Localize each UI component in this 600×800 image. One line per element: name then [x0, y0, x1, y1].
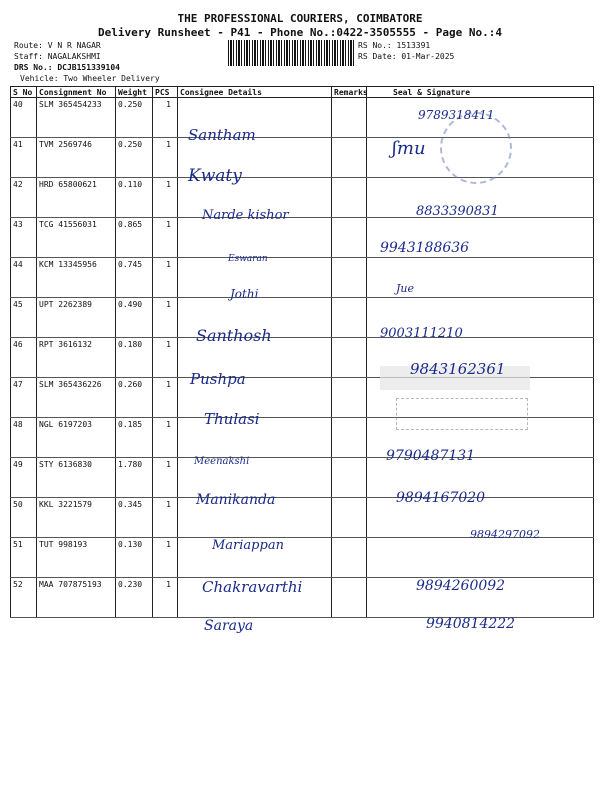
table-row — [11, 218, 594, 258]
cell-remarks — [332, 578, 367, 618]
company-name: THE PROFESSIONAL COURIERS, COIMBATORE — [177, 12, 423, 25]
cell-consignment: MAA 707875193 — [37, 578, 116, 618]
cell-consignment: KKL 3221579 — [37, 498, 116, 538]
cell-remarks — [332, 258, 367, 298]
cell-sno: 45 — [11, 298, 37, 338]
cell-signature — [367, 538, 594, 578]
cell-pcs: 1 — [153, 418, 178, 458]
cell-pcs: 1 — [153, 218, 178, 258]
signature-scribble: ʃmu — [392, 138, 426, 159]
cell-sno: 50 — [11, 498, 37, 538]
header-consignee: Consignee Details — [178, 87, 332, 98]
seal-stamp — [396, 398, 528, 430]
cell-weight: 0.745 — [116, 258, 153, 298]
cell-weight: 0.345 — [116, 498, 153, 538]
cell-weight: 0.130 — [116, 538, 153, 578]
staff: Staff: NAGALAKSHMI — [14, 52, 101, 61]
route: Route: V N R NAGAR — [14, 41, 101, 50]
vehicle: Vehicle: Two Wheeler Delivery — [20, 74, 160, 83]
handwritten-number: 9943188636 — [380, 240, 470, 256]
courier-stamp — [440, 112, 512, 184]
cell-sno: 47 — [11, 378, 37, 418]
rs-date: RS Date: 01-Mar-2025 — [358, 52, 455, 61]
runsheet-title: Delivery Runsheet - P41 - Phone No.:0422-3505555 - Page No.:4 — [98, 26, 502, 39]
cell-sno: 49 — [11, 458, 37, 498]
handwritten-name: Chakravarthi — [202, 578, 303, 596]
handwritten-number: 9894297092 — [470, 528, 540, 541]
table-row — [11, 458, 594, 498]
cell-pcs: 1 — [153, 338, 178, 378]
handwritten-name: Santham — [188, 126, 256, 144]
handwritten-name: Manikanda — [196, 492, 276, 508]
cell-sno: 40 — [11, 98, 37, 138]
cell-sno: 46 — [11, 338, 37, 378]
cell-weight: 0.250 — [116, 98, 153, 138]
cell-remarks — [332, 418, 367, 458]
header-seal-signature: Seal & Signature — [367, 87, 594, 98]
handwritten-number: 9790487131 — [386, 448, 476, 464]
handwritten-number: 9789318411 — [418, 108, 495, 122]
handwritten-name: Pushpa — [190, 370, 246, 388]
cell-consignment: SLM 365436226 — [37, 378, 116, 418]
rs-number: RS No.: 1513391 — [358, 41, 431, 50]
handwritten-name: Eswaran — [228, 254, 268, 264]
cell-weight: 1.780 — [116, 458, 153, 498]
cell-sno: 51 — [11, 538, 37, 578]
cell-sno: 43 — [11, 218, 37, 258]
cell-consignee — [178, 218, 332, 258]
cell-remarks — [332, 178, 367, 218]
cell-remarks — [332, 218, 367, 258]
cell-sno: 44 — [11, 258, 37, 298]
handwritten-name: Santhosh — [196, 326, 272, 345]
cell-sno: 52 — [11, 578, 37, 618]
cell-pcs: 1 — [153, 258, 178, 298]
cell-sno: 42 — [11, 178, 37, 218]
cell-pcs: 1 — [153, 138, 178, 178]
cell-consignment: KCM 13345956 — [37, 258, 116, 298]
cell-consignment: SLM 365454233 — [37, 98, 116, 138]
handwritten-name: Mariappan — [212, 538, 284, 553]
cell-consignment: TVM 2569746 — [37, 138, 116, 178]
header-consignment: Consignment No — [37, 87, 116, 98]
cell-weight: 0.490 — [116, 298, 153, 338]
cell-consignment: STY 6136830 — [37, 458, 116, 498]
handwritten-name: Meenakshi — [194, 456, 250, 467]
header-pcs: PCS — [153, 87, 178, 98]
cell-weight: 0.260 — [116, 378, 153, 418]
table-row — [11, 298, 594, 338]
header-remarks: Remarks — [332, 87, 367, 98]
cell-remarks — [332, 498, 367, 538]
handwritten-name: Jothi — [230, 287, 259, 301]
cell-sno: 41 — [11, 138, 37, 178]
cell-weight: 0.180 — [116, 338, 153, 378]
cell-weight: 0.110 — [116, 178, 153, 218]
handwritten-number: 8833390831 — [416, 204, 499, 219]
handwritten-number: 9894167020 — [396, 490, 486, 506]
cell-remarks — [332, 538, 367, 578]
cell-pcs: 1 — [153, 458, 178, 498]
cell-remarks — [332, 458, 367, 498]
cell-pcs: 1 — [153, 98, 178, 138]
cell-pcs: 1 — [153, 498, 178, 538]
cell-weight: 0.865 — [116, 218, 153, 258]
cell-pcs: 1 — [153, 178, 178, 218]
cell-pcs: 1 — [153, 378, 178, 418]
signature-scribble: Jue — [396, 282, 415, 295]
handwritten-number: 9843162361 — [410, 360, 506, 378]
handwritten-number: 9003111210 — [380, 326, 463, 341]
handwritten-name: Narde kishor — [202, 208, 289, 223]
cell-weight: 0.185 — [116, 418, 153, 458]
table-row — [11, 258, 594, 298]
cell-consignment: TCG 41556031 — [37, 218, 116, 258]
cell-consignment: NGL 6197203 — [37, 418, 116, 458]
cell-sno: 48 — [11, 418, 37, 458]
table-header-row — [11, 87, 594, 98]
handwritten-number: 9894260092 — [416, 578, 506, 594]
handwritten-name: Saraya — [204, 618, 254, 634]
cell-consignment: UPT 2262389 — [37, 298, 116, 338]
cell-consignment: RPT 3616132 — [37, 338, 116, 378]
header-weight: Weight — [116, 87, 153, 98]
cell-consignment: HRD 65800621 — [37, 178, 116, 218]
cell-pcs: 1 — [153, 538, 178, 578]
cell-pcs: 1 — [153, 578, 178, 618]
handwritten-name: Thulasi — [204, 410, 260, 428]
cell-remarks — [332, 98, 367, 138]
cell-remarks — [332, 138, 367, 178]
table-row — [11, 178, 594, 218]
table-row — [11, 538, 594, 578]
cell-remarks — [332, 378, 367, 418]
handwritten-name: Kwaty — [188, 166, 242, 186]
cell-consignment: TUT 998193 — [37, 538, 116, 578]
cell-weight: 0.250 — [116, 138, 153, 178]
cell-weight: 0.230 — [116, 578, 153, 618]
barcode-image — [228, 40, 354, 66]
cell-remarks — [332, 338, 367, 378]
header-sno: S No — [11, 87, 37, 98]
cell-remarks — [332, 298, 367, 338]
handwritten-number: 9940814222 — [426, 616, 516, 632]
cell-pcs: 1 — [153, 298, 178, 338]
drs-number: DRS No.: DCJB151339104 — [14, 63, 120, 72]
